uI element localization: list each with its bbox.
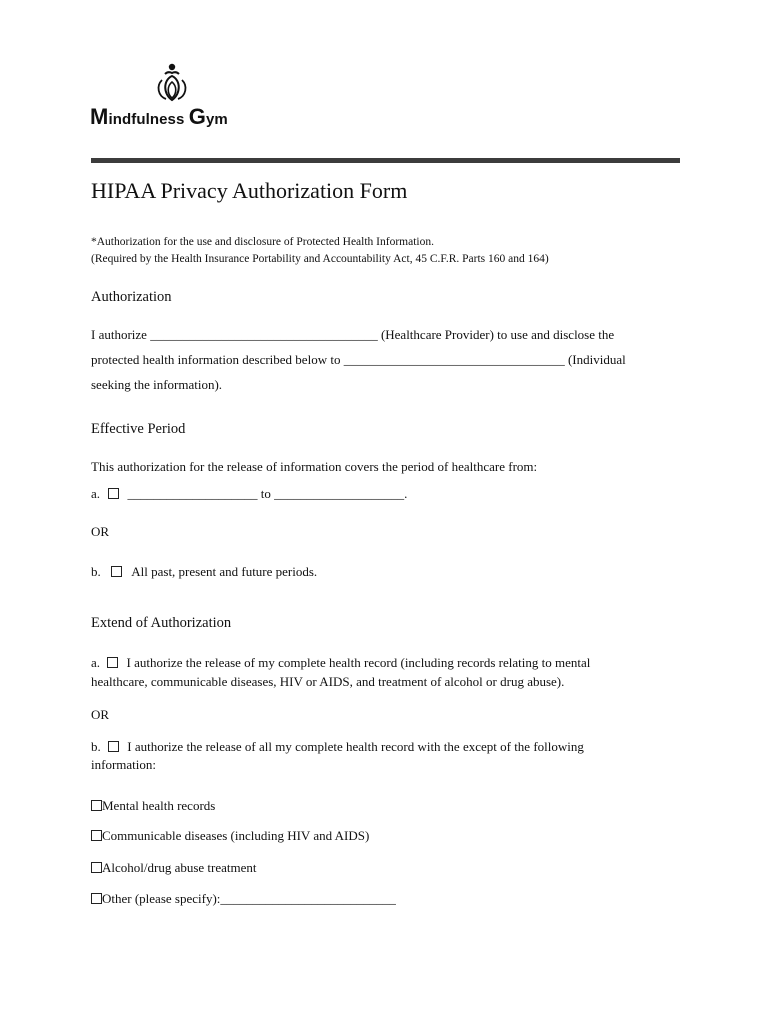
lotus-person-icon — [152, 62, 192, 104]
exception-item-mental-health — [91, 798, 215, 814]
exception-item-alcohol-drug — [91, 860, 257, 876]
authorization-line-1: I authorize ___________________________________ (Healthcare Provider) to use and disclose the — [91, 327, 615, 342]
note-line-1: *Authorization for the use and disclosure of Protected Health Information. — [91, 236, 434, 248]
effective-b-text: All past, present and future periods. — [131, 564, 318, 579]
option-label: a. — [91, 655, 101, 670]
extent-b-checkbox[interactable] — [108, 741, 119, 752]
authorization-line-3: seeking the information). — [91, 377, 223, 392]
extent-option-b — [91, 739, 584, 755]
page-title: HIPAA Privacy Authorization Form — [91, 178, 408, 203]
effective-b-checkbox[interactable] — [111, 566, 122, 577]
extent-a-checkbox[interactable] — [107, 657, 118, 668]
exception-checkbox[interactable] — [91, 800, 102, 811]
extent-or: OR — [91, 707, 110, 722]
exception-label: Mental health records — [102, 798, 216, 813]
effective-option-a — [91, 486, 407, 502]
authorization-heading: Authorization — [91, 289, 172, 305]
exception-checkbox[interactable] — [91, 862, 102, 873]
exception-item-communicable — [91, 828, 369, 844]
effective-a-checkbox[interactable] — [108, 488, 119, 499]
effective-heading: Effective Period — [91, 421, 186, 437]
extent-b-text-2: information: — [91, 757, 156, 772]
exception-label: Alcohol/drug abuse treatment — [102, 860, 257, 875]
effective-or: OR — [91, 524, 110, 539]
company-logo — [88, 62, 268, 134]
extent-option-a — [91, 655, 590, 671]
exception-checkbox[interactable] — [91, 893, 102, 904]
extent-a-text-1: I authorize the release of my complete health record (including records relating to mental — [126, 655, 591, 670]
authorization-line-2: protected health information described below to __________________________________ (Individual — [91, 352, 626, 367]
exception-item-other — [91, 891, 396, 907]
exception-checkbox[interactable] — [91, 830, 102, 841]
option-label: b. — [91, 564, 101, 579]
note-line-2: (Required by the Health Insurance Portability and Accountability Act, 45 C.F.R. Parts 160 and 164) — [91, 253, 549, 265]
extent-heading: Extend of Authorization — [91, 615, 232, 631]
extent-b-text-1: I authorize the release of all my complete health record with the except of the following — [127, 739, 584, 754]
logo-wordmark: Mindfulness Gym — [90, 104, 228, 129]
effective-option-b — [91, 564, 317, 580]
header-divider — [91, 158, 680, 163]
effective-date-range[interactable]: ____________________ to ____________________. — [127, 486, 408, 501]
exception-other-field[interactable]: Other (please specify):___________________________ — [102, 891, 396, 906]
option-label: b. — [91, 739, 101, 754]
option-label: a. — [91, 486, 101, 501]
exception-label: Communicable diseases (including HIV and AIDS) — [102, 828, 370, 843]
effective-intro: This authorization for the release of information covers the period of healthcare from: — [91, 459, 538, 474]
extent-a-text-2: healthcare, communicable diseases, HIV or AIDS, and treatment of alcohol or drug abuse). — [91, 674, 565, 689]
